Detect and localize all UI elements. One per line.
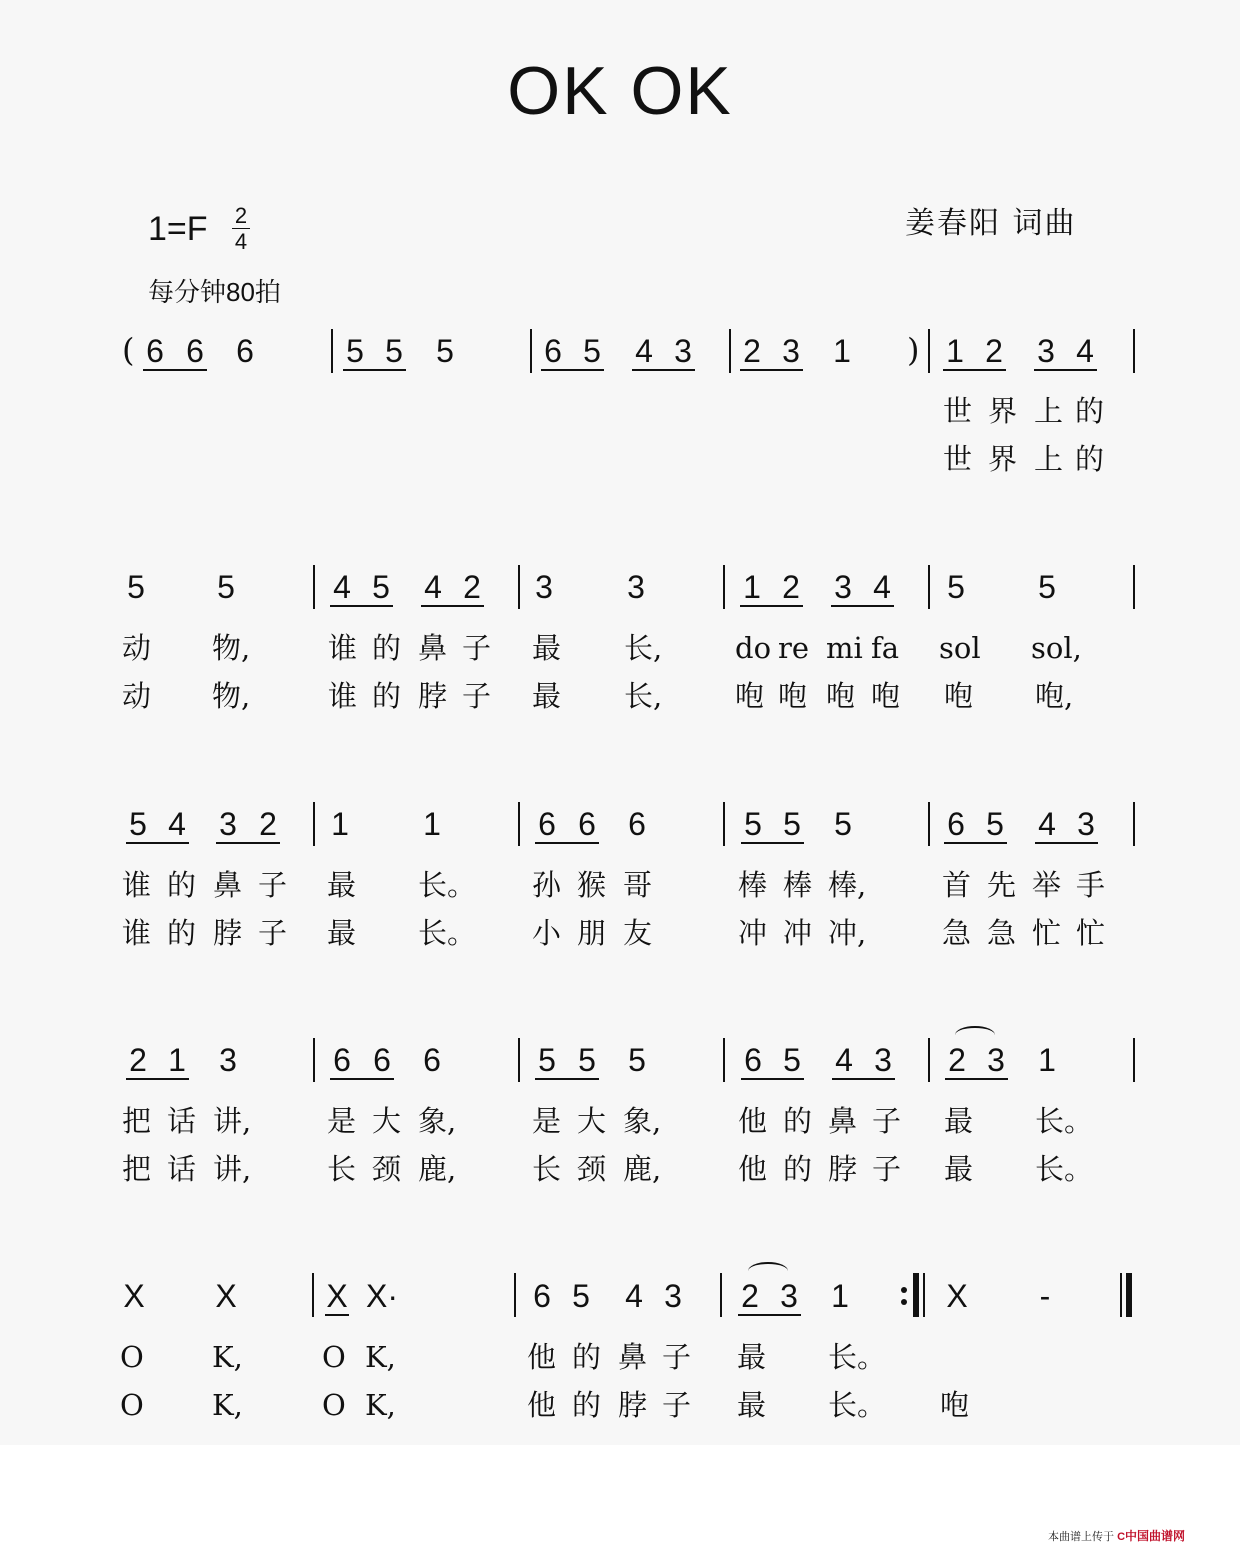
note: 5 [385,333,403,369]
barline [723,802,725,846]
lyric: 子 [462,679,492,713]
lyric: 物, [212,679,251,713]
lyric: 动 [122,679,152,713]
lyric: O [120,1388,144,1422]
note: 3 [987,1042,1005,1078]
lyric: 把 [122,1152,152,1186]
note: 2 [129,1042,147,1078]
repeat-barline-thin [923,1273,925,1317]
lyric: 世 [943,442,973,476]
note: 6 [186,333,204,369]
composer-credit: 姜春阳 词曲 [905,206,1077,241]
note: 6 [373,1042,391,1078]
note: 6 [236,333,254,369]
note: 5 [346,333,364,369]
lyric: 子 [872,1152,902,1186]
note: 5 [783,806,801,842]
note: 1 [833,333,851,369]
lyric: 咆 [778,679,808,713]
note: 5 [436,333,454,369]
barline [312,1273,314,1317]
barline [518,802,520,846]
underline [535,1078,599,1080]
note: X [326,1278,348,1314]
note: 2 [743,333,761,369]
barline [928,329,930,373]
lyric: 的 [572,1388,602,1422]
lyric: 咆 [944,679,974,713]
lyric: 长。 [1035,1104,1094,1138]
underline [143,369,207,371]
note: 5 [572,1278,590,1314]
note: 2 [782,569,800,605]
lyric: 物, [212,631,251,665]
note: 2 [948,1042,966,1078]
barline [518,565,520,609]
lyric: 长 [532,1152,562,1186]
underline [740,369,803,371]
lyric: K, [212,1388,243,1422]
underline [1035,842,1098,844]
lyric: 谁 [328,631,358,665]
lyric: 手 [1076,868,1106,902]
lyric: 把 [122,1104,152,1138]
lyric: K, [365,1388,396,1422]
note: 5 [372,569,390,605]
upload-credit [1048,1527,1185,1544]
lyric: 最 [737,1340,767,1374]
lyric: 的 [783,1152,813,1186]
barline [530,329,532,373]
lyric: 长。 [1035,1152,1094,1186]
note: 3 [219,1042,237,1078]
lyric: 的 [783,1104,813,1138]
note: 3 [874,1042,892,1078]
underline [944,842,1007,844]
barline [928,565,930,609]
note: 6 [333,1042,351,1078]
note: 3 [782,333,800,369]
lyric: 长 [327,1152,357,1186]
note: 5 [217,569,235,605]
lyric: 的 [372,631,402,665]
barline [928,1038,930,1082]
lyric: 孙 [532,868,562,902]
note: X [123,1278,145,1314]
note: 4 [333,569,351,605]
lyric: 子 [462,631,492,665]
lyric: 长, [624,631,663,665]
note: 2 [741,1278,759,1314]
lyric: 最 [944,1152,974,1186]
lyric: 最 [737,1388,767,1422]
barline [1133,1038,1135,1082]
note: 1 [331,806,349,842]
barline [313,1038,315,1082]
lyric: 界 [988,394,1018,428]
barline [518,1038,520,1082]
underline [632,369,695,371]
lyric: O [322,1340,346,1374]
key-signature: 1=F [148,210,208,248]
lyric: fa [871,631,900,665]
note: 6 [578,806,596,842]
lyric: 颈 [577,1152,607,1186]
lyric: 长。 [828,1340,887,1374]
lyric: 棒 [783,868,813,902]
lyric: 鹿, [623,1152,662,1186]
lyric: 讲, [213,1152,252,1186]
note: 3 [674,333,692,369]
lyric: 急 [987,916,1017,950]
lyric: 咆 [735,679,765,713]
lyric: 象, [418,1104,457,1138]
repeat-dots [901,1281,907,1311]
lyric: 鼻 [418,631,448,665]
lyric: 谁 [122,916,152,950]
note: 3 [834,569,852,605]
time-signature-bottom: 4 [234,229,248,254]
underline [831,605,894,607]
lyric: 冲, [828,916,867,950]
lyric: 大 [577,1104,607,1138]
lyric: 他 [738,1152,768,1186]
note: X· [366,1278,398,1314]
site-logo-icon: C [1117,1531,1126,1543]
barline [928,802,930,846]
note: 3 [1077,806,1095,842]
note: 1 [831,1278,849,1314]
underline [741,1078,804,1080]
lyric: 大 [372,1104,402,1138]
lyric: 小 [532,916,562,950]
lyric: 棒 [738,868,768,902]
note: 5 [538,1042,556,1078]
lyric: 子 [258,868,288,902]
lyric: 冲 [738,916,768,950]
note: 6 [538,806,556,842]
lyric: 话 [167,1152,197,1186]
underline [738,1314,801,1316]
underline [943,369,1006,371]
lyric: do [735,631,772,665]
underline [330,605,393,607]
lyric: 忙 [1032,916,1062,950]
lyric: 鼻 [213,868,243,902]
note: 1 [743,569,761,605]
lyric: 冲 [783,916,813,950]
lyric: 是 [327,1104,357,1138]
note: 5 [1038,569,1056,605]
lyric: 最 [532,679,562,713]
underline [535,842,599,844]
note: 5 [583,333,601,369]
open-paren: ( [122,331,135,369]
note: 1 [423,806,441,842]
note: 1 [168,1042,186,1078]
note: 6 [423,1042,441,1078]
note: 1 [946,333,964,369]
note: 5 [129,806,147,842]
underline [126,842,189,844]
lyric: 最 [327,868,357,902]
note: 5 [127,569,145,605]
lyric: 子 [258,916,288,950]
lyric: 的 [572,1340,602,1374]
lyric: 他 [738,1104,768,1138]
note: 4 [1038,806,1056,842]
lyric: 棒, [828,868,867,902]
note: 6 [544,333,562,369]
note: X [946,1278,968,1314]
lyric: 他 [527,1340,557,1374]
underline [216,842,280,844]
upload-text: 本曲谱上传于 [1048,1531,1114,1543]
tempo-marking: 每分钟80拍 [148,277,281,307]
lyric: K, [212,1340,243,1374]
lyric: 子 [662,1388,692,1422]
time-signature [232,204,250,253]
note: 3 [780,1278,798,1314]
note: 5 [783,1042,801,1078]
underline [343,369,406,371]
note: - [1039,1278,1051,1314]
lyric: 界 [988,442,1018,476]
note: 5 [744,806,762,842]
lyric: K, [365,1340,396,1374]
lyric: 的 [372,679,402,713]
lyric: 举 [1032,868,1062,902]
note: 5 [986,806,1004,842]
note: 2 [463,569,481,605]
lyric: 鼻 [828,1104,858,1138]
lyric: 朋 [577,916,607,950]
lyric: 咆, [1035,679,1074,713]
note: 4 [424,569,442,605]
lyric: 友 [623,916,653,950]
lyric: 脖 [828,1152,858,1186]
note: 5 [628,1042,646,1078]
lyric: 哥 [623,868,653,902]
site-name[interactable]: 中国曲谱网 [1125,1529,1186,1543]
lyric: 上 [1034,394,1064,428]
note: 4 [873,569,891,605]
lyric: 咆 [871,679,901,713]
lyric: 急 [942,916,972,950]
note: 5 [947,569,965,605]
lyric: 脖 [418,679,448,713]
note: 6 [947,806,965,842]
barline [1133,329,1135,373]
note: 3 [535,569,553,605]
lyric: 谁 [122,868,152,902]
lyric: 长。 [828,1388,887,1422]
barline [331,329,333,373]
barline [723,565,725,609]
lyric: re [778,631,810,665]
note: 3 [219,806,237,842]
lyric: 忙 [1076,916,1106,950]
lyric: 子 [662,1340,692,1374]
underline [740,605,803,607]
note: 4 [1076,333,1094,369]
lyric: 长, [624,679,663,713]
note: 6 [146,333,164,369]
lyric: 咆 [826,679,856,713]
song-title: OK OK [507,53,733,129]
note: 4 [835,1042,853,1078]
barline [729,329,731,373]
lyric: 话 [167,1104,197,1138]
lyric: 最 [944,1104,974,1138]
underline [541,369,604,371]
lyric: 的 [167,916,197,950]
note: 2 [259,806,277,842]
lyric: sol [939,631,981,665]
barline [723,1038,725,1082]
underline [421,605,484,607]
lyric: 鹿, [418,1152,457,1186]
barline [313,802,315,846]
note: 6 [744,1042,762,1078]
barline [514,1273,516,1317]
time-signature-top: 2 [234,203,248,228]
note: 1 [1038,1042,1056,1078]
note: 4 [635,333,653,369]
note: 4 [168,806,186,842]
note: 6 [533,1278,551,1314]
lyric: 长。 [418,868,477,902]
underline [741,842,804,844]
repeat-barline-thick [913,1273,919,1317]
underline [330,1078,394,1080]
final-barline-thick [1126,1273,1132,1317]
lyric: 长。 [418,916,477,950]
note: 5 [578,1042,596,1078]
lyric: 动 [122,631,152,665]
close-paren: ) [907,331,920,369]
lyric: 猴 [577,868,607,902]
note: 3 [664,1278,682,1314]
note: 4 [625,1278,643,1314]
lyric: 谁 [328,679,358,713]
note: 3 [627,569,645,605]
note: 6 [628,806,646,842]
lyric: 首 [942,868,972,902]
note: 3 [1037,333,1055,369]
lyric: sol, [1031,631,1082,665]
underline [126,1078,189,1080]
lyric: 的 [1075,442,1105,476]
barline [313,565,315,609]
note: 2 [985,333,1003,369]
lyric: O [120,1340,144,1374]
lyric: 是 [532,1104,562,1138]
barline [1133,565,1135,609]
lyric: 脖 [213,916,243,950]
underline [832,1078,895,1080]
lyric: O [322,1388,346,1422]
lyric: 的 [1075,394,1105,428]
lyric: mi [826,631,863,665]
lyric: 子 [872,1104,902,1138]
note: X [215,1278,237,1314]
lyric: 世 [943,394,973,428]
lyric: 先 [987,868,1017,902]
underline [325,1314,349,1316]
note: 5 [834,806,852,842]
lyric: 颈 [372,1152,402,1186]
barline [720,1273,722,1317]
lyric: 的 [167,868,197,902]
lyric: 脖 [618,1388,648,1422]
lyric: 咆 [940,1388,970,1422]
lyric: 最 [327,916,357,950]
underline [1034,369,1097,371]
lyric: 上 [1034,442,1064,476]
lyric: 鼻 [618,1340,648,1374]
lyric: 最 [532,631,562,665]
lyric: 讲, [213,1104,252,1138]
lyric: 象, [623,1104,662,1138]
lyric: 他 [527,1388,557,1422]
underline [945,1078,1008,1080]
final-barline-thin [1120,1273,1122,1317]
barline [1133,802,1135,846]
